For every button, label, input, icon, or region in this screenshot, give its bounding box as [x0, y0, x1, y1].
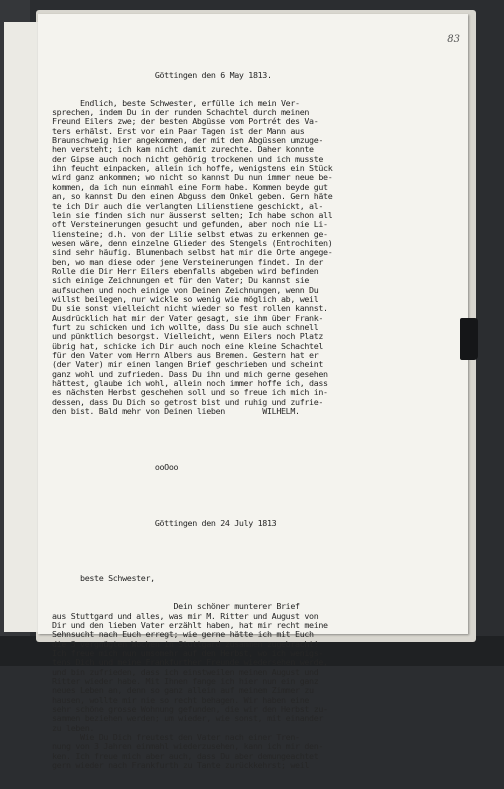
- separator: ooOoo: [52, 461, 179, 472]
- text-line: Ritter wieder habe. Mit Ihnen fange ich hier nun ein ganz: [52, 676, 319, 686]
- text-line: lein sie finden sich nur äusserst selten; Ich habe schon all: [52, 209, 333, 220]
- text-line: sind sehr häufig. Blumenbach selbst hat mir die Orte angege-: [52, 247, 333, 258]
- text-line: Sehnsucht nach Euch erregt; wie gerne hätte ich mit Euch: [52, 629, 314, 640]
- letter2-salutation: beste Schwester,: [52, 573, 155, 584]
- text-line: Rolle die Dir Herr Eilers ebenfalls abgeben wird befinden: [52, 265, 319, 276]
- text-line: übrig hat, schicke ich Dir auch noch eine kleine Schachtel: [52, 340, 324, 351]
- text-line: und bin zufrieden, dass ich einstweilen meinen August und: [52, 666, 319, 677]
- text-line: aufsuchen und noch einige von Deinen Zeichnungen, wenn Du: [52, 284, 319, 295]
- text-line: sprechen, indem Du in der runden Schachtel durch meinen: [52, 107, 310, 118]
- text-line: Dir und den lieben Vater erzählt haben, hat mir recht meine: [52, 619, 328, 630]
- text-line: sehr schöne grosse Wohnung gefunden, die wir den Herbst zu-: [52, 704, 328, 715]
- text-line: die 3 vergnügten Wochen in Stuttgard zusammen zugebracht!: [52, 638, 319, 649]
- text-line: wird ganz ankommen; wo nicht so kannst Du nun immer neue be-: [52, 172, 333, 183]
- text-line: Endlich, beste Schwester, erfülle ich mein Ver-: [52, 97, 300, 108]
- letter1-heading: Göttingen den 6 May 1813.: [52, 69, 272, 80]
- text-line: ters erhälst. Erst vor ein Paar Tagen ist der Mann aus: [52, 125, 305, 136]
- text-line: Ich freue mich nun umsomehr auf den Herbst, wo ich wenigs-: [52, 647, 324, 658]
- text-line: oft Versteinerungen gesucht und gefunden, aber noch nie Li-: [52, 219, 328, 230]
- letter2-body: [52, 602, 462, 770]
- document-page: [38, 14, 468, 771]
- text-line: tens Dich und meine Frankfurther Freunde wiedersehen werde,: [52, 657, 328, 668]
- text-line: Wie Du Dich freutest den Vater nach einer Tren-: [52, 732, 300, 743]
- text-line: Freund Eilers zwe; der besten Abgüsse vom Portrét des Va-: [52, 116, 319, 127]
- spacer: [52, 491, 462, 500]
- text-line: neues Leben an, denn so ganz allein auf meinem Zimmer zu: [52, 685, 314, 696]
- text-line: willst beilegen, nur wickle so wenig wie möglich ab, weil: [52, 293, 319, 304]
- text-line: den bist. Bald mehr von Deinen lieben WILHELM.: [52, 406, 300, 417]
- text-line: hen versteht; ich kam nicht damit zurechte. Daher konnte: [52, 144, 314, 155]
- bookmark-ribbon: [460, 318, 478, 360]
- text-line: Du sie sonst vielleicht nicht wieder so fest rollen kannst.: [52, 303, 328, 314]
- letter1-body: [52, 99, 462, 417]
- text-line: (der Vater) mir einen langen Brief geschrieben und scheint: [52, 359, 324, 370]
- letter2-heading: Göttingen den 24 July 1813: [52, 517, 277, 528]
- text-line: Braunschweig hier angekommen, der mit den Abgüssen umzuge-: [52, 135, 324, 146]
- text-line: liensteine; d.h. von der Lilie selbst etwas zu erkennen ge-: [52, 228, 328, 239]
- text-line: zu leben.: [52, 722, 95, 733]
- letter-text: [52, 52, 462, 789]
- text-line: wesen wäre, denn einzelne Glieder des Stengels (Entrochiten): [52, 237, 333, 248]
- text-line: ben, wo man diese oder jene Versteinerungen findet. In der: [52, 256, 324, 267]
- text-line: Dein schöner munterer Brief: [52, 601, 300, 612]
- text-line: gern wieder nach Frankfurth zu Tante zurückkehrst; weil: [52, 760, 310, 771]
- text-line: ihn feucht einpacken, allein ich hoffe, wenigstens ein Stück: [52, 163, 333, 174]
- text-line: dessen, dass Du Dich so getrost bist und ruhig und zufrie-: [52, 396, 324, 407]
- text-line: sich einige Zeichnungen et für den Vater; Du kannst sie: [52, 275, 310, 286]
- spacer: [52, 547, 462, 556]
- text-line: und pünktlich besorgst. Vielleicht, wenn Eilers noch Platz: [52, 331, 324, 342]
- text-line: ken. Ich freue mich aber auch, dass Du aber demungeachtet: [52, 750, 319, 761]
- left-page-edge: [4, 22, 41, 632]
- text-line: hättest, glaube ich wohl, allein noch immer hoffe ich, dass: [52, 378, 328, 389]
- spacer: [52, 435, 462, 444]
- text-line: kommen, da ich nun einmahl eine Form habe. Kommen beyde gut: [52, 181, 328, 192]
- text-line: es nächsten Herbst geschehen soll und so freue ich mich in-: [52, 387, 328, 398]
- text-line: Ausdrücklich hat mir der Vater gesagt, sie ihm über Frank-: [52, 312, 324, 323]
- text-line: te ich Dir auch die verlangten Lilienstiene geschickt, al-: [52, 200, 324, 211]
- text-line: hausen, wollte mir nie so recht behagen. Wir haben eine: [52, 694, 310, 705]
- text-line: nung von 3 Jahren einmahl wiederzusehen, kann ich mir den-: [52, 741, 324, 752]
- text-line: der Gipse auch noch nicht gehörig trockenen und ich musste: [52, 153, 324, 164]
- text-line: ganz wohl und zufrieden. Dass Du ihn und mich gerne gesehen: [52, 368, 328, 379]
- text-line: für den Vater vom Herrn Albers aus Bremen. Gestern hat er: [52, 350, 319, 360]
- text-line: aus Stuttgard und alles, was mir M. Ritter und August von: [52, 610, 319, 621]
- text-line: furt zu schicken und ich wollte, dass Du sie auch schnell: [52, 321, 319, 332]
- text-line: sammen beziehen werden; um wieder, wie sonst, mit einander: [52, 713, 324, 724]
- page-number: 83: [447, 34, 460, 45]
- text-line: an, so kannst Du den einen Abguss dem Onkel geben. Gern häte: [52, 191, 333, 202]
